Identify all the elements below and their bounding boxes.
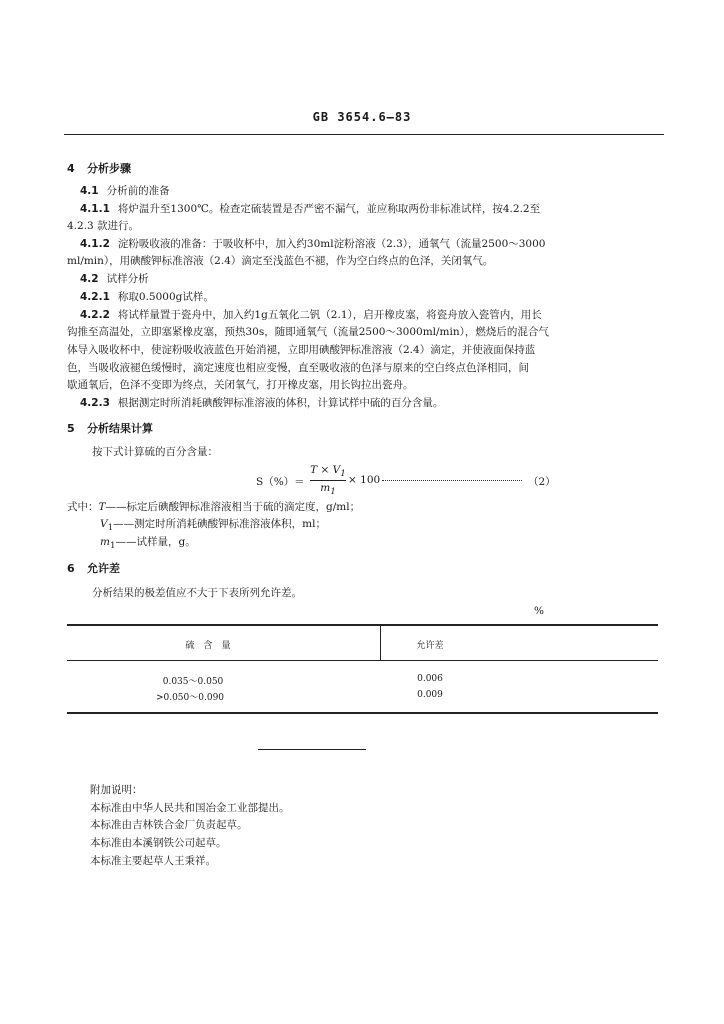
var-description: ——试样量，g。 (115, 536, 196, 548)
equation-number: （2） (528, 476, 556, 488)
denominator-subscript: 1 (330, 487, 336, 498)
formula-lhs: S（%）＝ (256, 476, 305, 488)
where-line-T (67, 500, 360, 514)
clause-4-2-2-line3: 体导入吸收杯中，使淀粉吸收液蓝色开始消褪，立即用碘酸钾标准溶液（2.4）滴定，并使液面保持蓝 (67, 344, 536, 356)
table-header-sulfur: 硫 含 量 (185, 641, 231, 651)
where-line-m1 (100, 535, 196, 553)
var-description: ——标定后碘酸钾标准溶液相当于硫的滴定度，g/ml； (105, 501, 361, 513)
standard-code-header: GB 3654.6—83 (312, 110, 412, 124)
denominator-text: m (320, 482, 331, 495)
clause-text: 根据测定时所消耗碘酸钾标准溶液的体积，计算试样中硫的百分含量。 (117, 397, 444, 409)
clause-number: 4.1.1 (80, 203, 110, 215)
footnote-separator (258, 749, 366, 750)
clause-4-1-1-line2: 4.2.3 款进行。 (67, 220, 140, 232)
clause-number: 4.2.3 (80, 397, 110, 409)
calc-intro: 按下式计算硫的百分含量： (92, 446, 218, 458)
clause-4-1-2-line1 (80, 237, 545, 251)
formula-multiplier: × 100 (348, 474, 381, 486)
section-title: 分析结果计算 (87, 422, 153, 435)
table-cell-range-1: 0.035～0.050 (162, 677, 224, 687)
notes-line-3: 本标准由本溪钢铁公司起草。 (90, 837, 227, 849)
clause-number: 4.1 (80, 185, 99, 197)
var-symbol: T (98, 501, 106, 513)
section-number: 6 (67, 562, 75, 575)
clause-text: 将试样量置于瓷舟中，加入约1g五氧化二钒（2.1），启开橡皮塞，将瓷舟放入瓷管内，用长 (117, 309, 542, 321)
formula-2 (256, 462, 556, 498)
notes-line-1: 本标准由中华人民共和国冶金工业部提出。 (90, 802, 290, 814)
clause-number: 4.1.2 (80, 238, 110, 250)
clause-title: 分析前的准备 (106, 185, 170, 197)
table-cell-tol-2: 0.009 (417, 690, 443, 700)
var-description: ——测定时所消耗碘酸钾标准溶液体积，ml； (113, 518, 326, 530)
table-header-rule (67, 660, 658, 661)
section-4-heading (67, 160, 131, 176)
formula-denominator (310, 481, 346, 497)
subsection-4-2 (80, 272, 149, 286)
table-cell-tol-1: 0.006 (417, 674, 443, 684)
clause-4-1-1-line1 (80, 202, 540, 216)
formula-numerator (310, 464, 346, 481)
clause-4-2-2-line5: 歇通氧后，色泽不变即为终点，关闭氧气，打开橡皮塞，用长钩拉出瓷舟。 (67, 379, 414, 391)
formula-leader-dots (382, 470, 522, 481)
unit-label: % (534, 605, 544, 617)
clause-number: 4.2 (80, 273, 99, 285)
where-line-V1 (100, 517, 326, 535)
clause-number: 4.2.2 (80, 309, 110, 321)
clause-4-2-2-line1 (80, 308, 542, 322)
formula-fraction (310, 464, 346, 497)
clause-4-2-3 (80, 396, 443, 410)
clause-title: 试样分析 (106, 273, 149, 285)
notes-line-4: 本标准主要起草人王秉祥。 (90, 855, 216, 867)
clause-4-2-2-line2: 钩推至高温处，立即塞紧橡皮塞，预热30s，随即通氧气（流量2500～3000ml/min），燃烧后的混合气 (67, 326, 549, 338)
clause-text: 称取0.5000g试样。 (117, 291, 214, 303)
clause-text: 淀粉吸收液的准备：于吸收杯中，加入约30ml淀粉溶液（2.3），通氧气（流量2500～3000 (117, 238, 546, 250)
clause-number: 4.2.1 (80, 291, 110, 303)
var-symbol: V (100, 518, 108, 530)
where-label: 式中： (67, 501, 99, 513)
var-subscript: 1 (107, 523, 114, 534)
tolerance-intro: 分析结果的极差值应不大于下表所列允许差。 (92, 587, 302, 599)
table-cell-range-2: >0.050～0.090 (155, 693, 225, 703)
table-header-tolerance: 允许差 (416, 641, 444, 651)
section-6-heading (67, 560, 120, 576)
table-bottom-rule (67, 712, 658, 714)
section-5-heading (67, 420, 153, 436)
section-number: 4 (67, 162, 75, 175)
numerator-text: T × V (310, 464, 341, 476)
subsection-4-1 (80, 184, 170, 198)
section-title: 允许差 (87, 562, 120, 575)
numerator-subscript: 1 (340, 469, 346, 480)
table-top-rule (67, 624, 658, 626)
clause-4-2-1 (80, 290, 214, 304)
clause-4-2-2-line4: 色，当吸收液褪色缓慢时，滴定速度也相应变慢，直至吸收液的色泽与原来的空白终点色泽相同，间 (67, 362, 529, 374)
section-number: 5 (67, 422, 75, 435)
clause-text: 将炉温升至1300℃。检查定硫装置是否严密不漏气，並应称取两份非标准试样，按4.2.2至 (117, 203, 541, 215)
notes-line-2: 本标准由吉林铁合金厂负责起草。 (90, 819, 248, 831)
header-rule (64, 134, 664, 135)
clause-4-1-2-line2: ml/min），用碘酸钾标准溶液（2.4）滴定至浅蓝色不褪，作为空白终点的色泽，关闭氧气。 (67, 255, 494, 267)
notes-title: 附加说明： (90, 784, 143, 796)
var-subscript: 1 (109, 541, 116, 552)
var-symbol: m (100, 536, 110, 548)
section-title: 分析步骤 (87, 162, 131, 175)
